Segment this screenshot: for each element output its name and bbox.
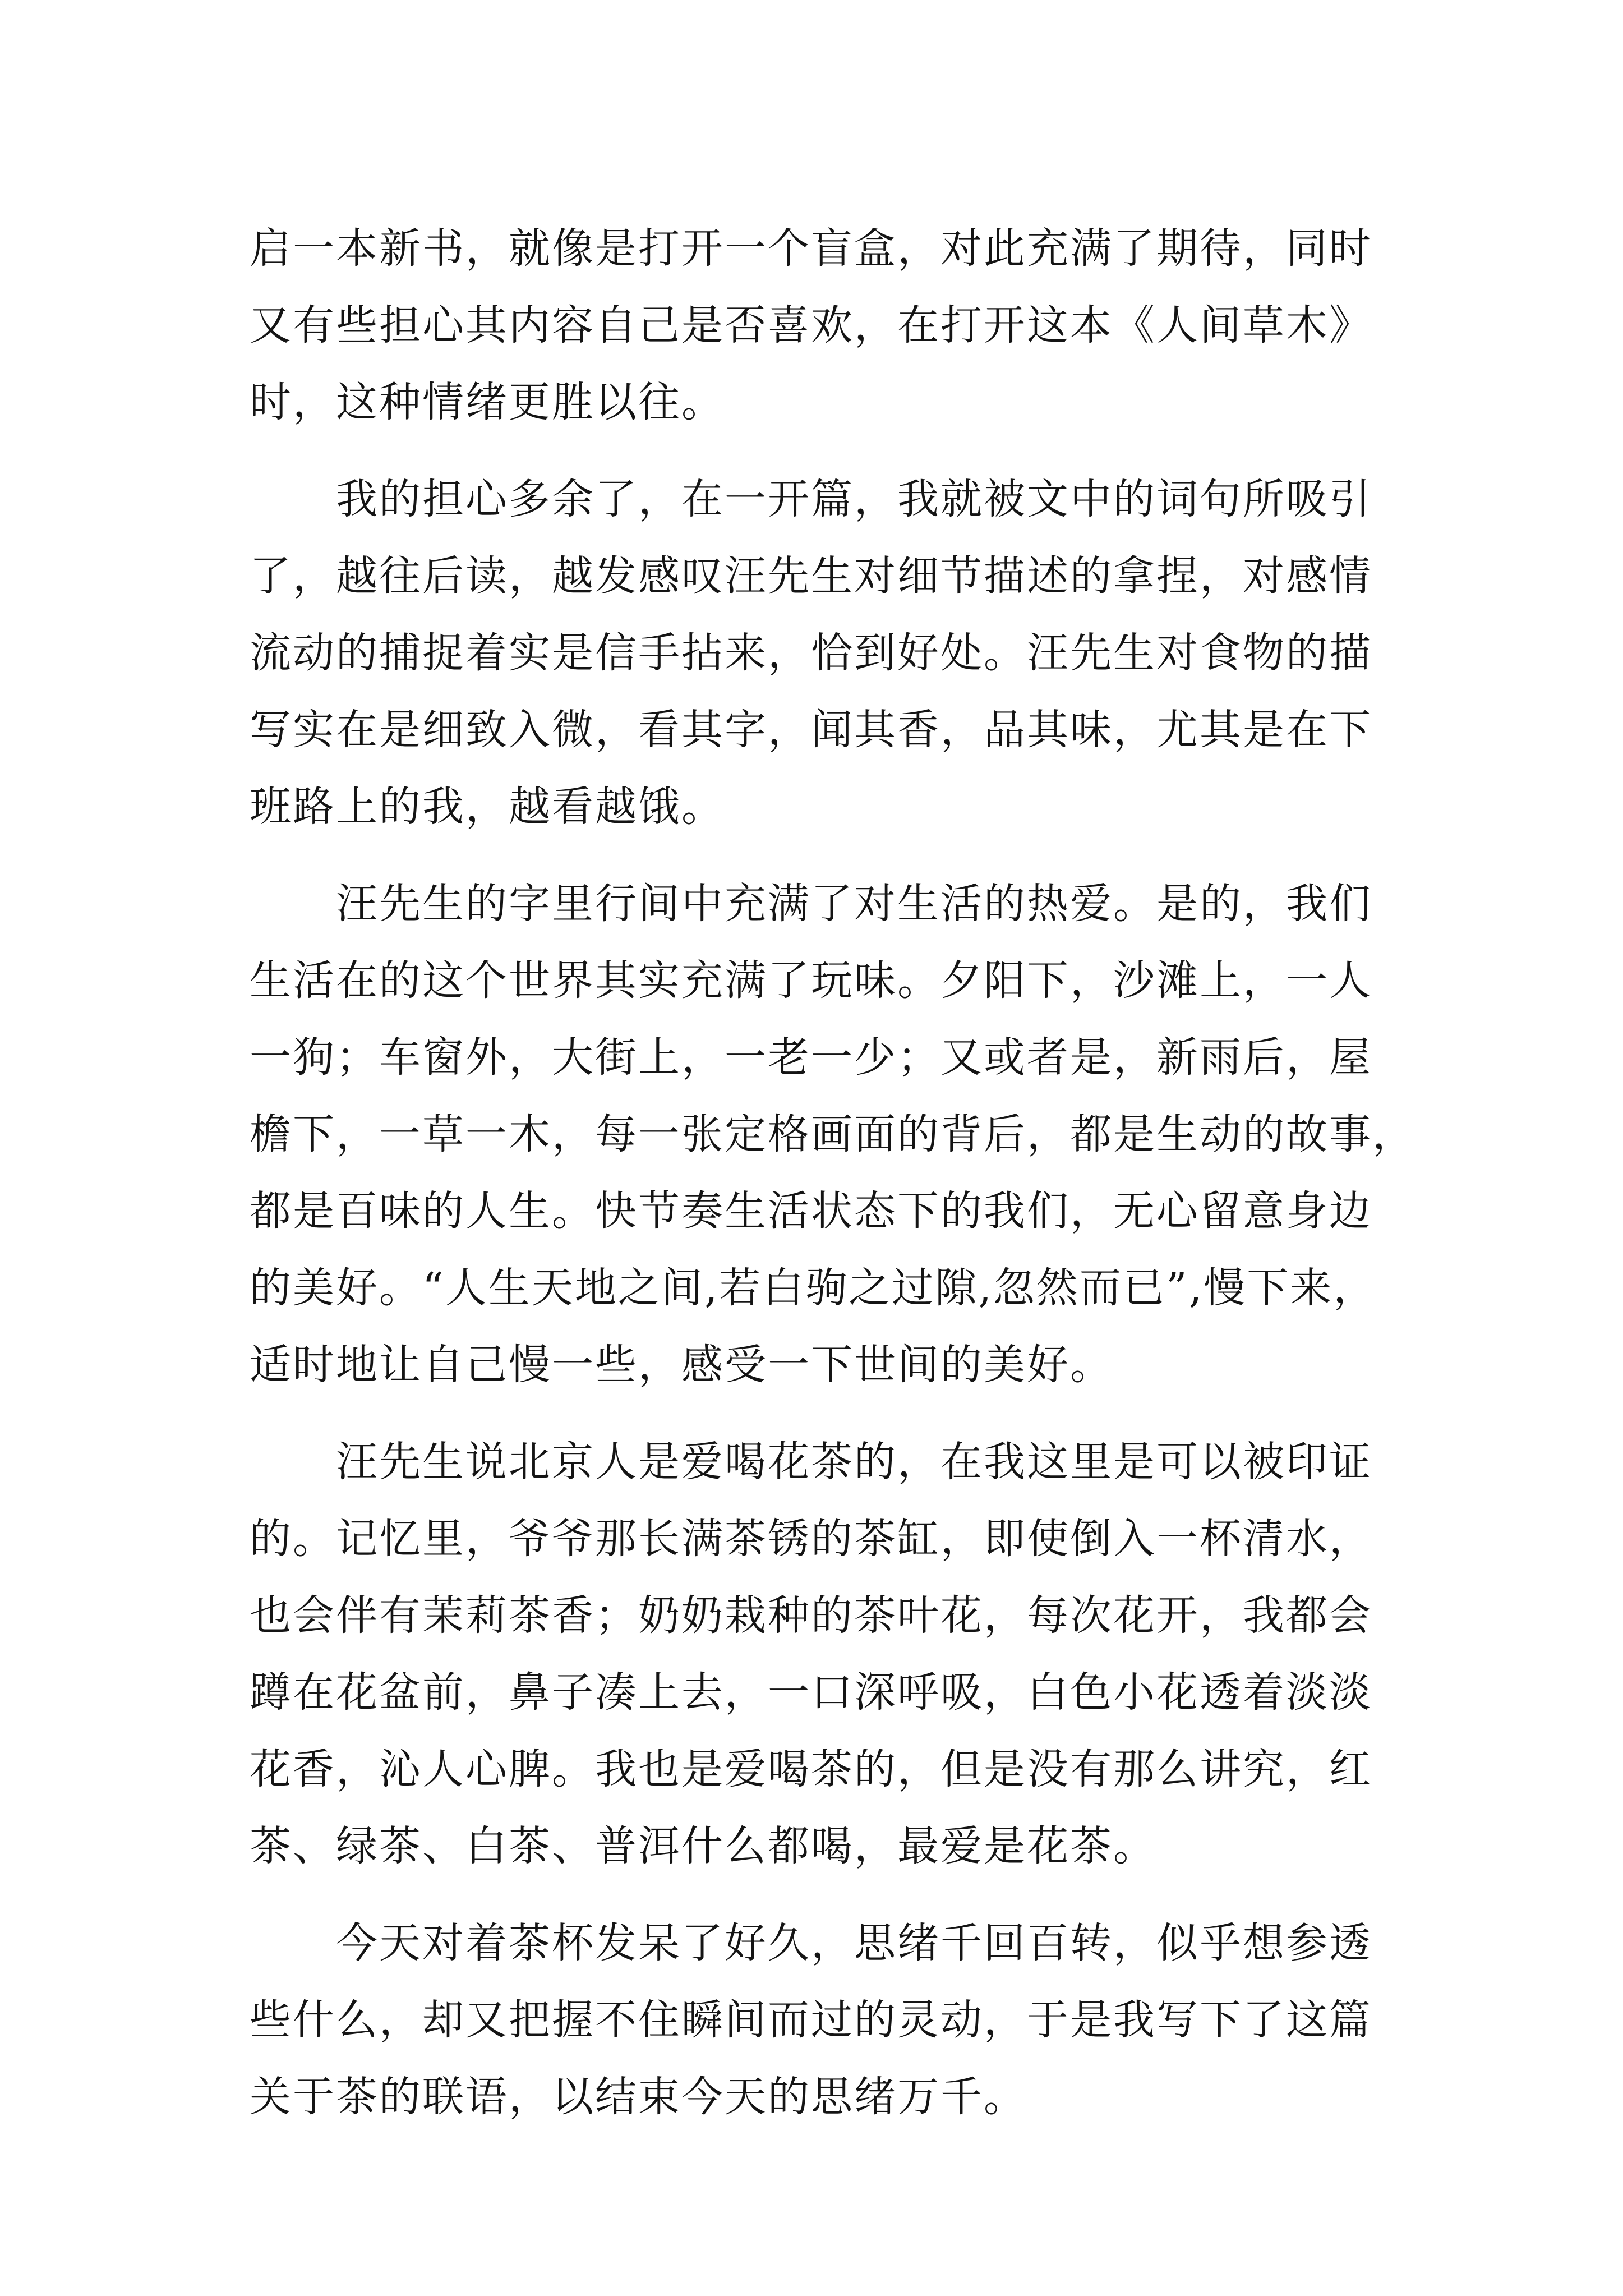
text-line: 茶、绿茶、白茶、普洱什么都喝，最爱是花茶。 <box>250 1822 1156 1870</box>
paragraph-3 <box>250 866 1415 1404</box>
text-line: 启一本新书，就像是打开一个盲盒，对此充满了期待，同时 <box>250 224 1372 273</box>
paragraph-4 <box>250 1424 1394 1885</box>
text-line: 生活在的这个世界其实充满了玩味。夕阳下，沙滩上，一人 <box>250 956 1372 1005</box>
text-line: 也会伴有茉莉茶香；奶奶栽种的茶叶花，每次花开，我都会 <box>250 1591 1372 1640</box>
text-line: 流动的捕捉着实是信手拈来，恰到好处。汪先生对食物的描 <box>250 629 1372 677</box>
text-line: 一狗；车窗外，大街上，一老一少；又或者是，新雨后，屋 <box>250 1033 1372 1082</box>
text-line: 写实在是细致入微，看其字，闻其香，品其味，尤其是在下 <box>250 706 1372 754</box>
paragraph-5 <box>250 1905 1394 2136</box>
text-line: 班路上的我，越看越饿。 <box>250 783 725 831</box>
paragraph-2 <box>250 461 1394 845</box>
text-line: 又有些担心其内容自己是否喜欢，在打开这本《人间草木》 <box>250 301 1372 349</box>
text-line: 的美好。“人生天地之间,若白驹之过隙,忽然而已”,慢下来， <box>250 1264 1377 1312</box>
text-line: 适时地让自己慢一些，感受一下世间的美好。 <box>250 1341 1113 1389</box>
text-line: 花香，沁人心脾。我也是爱喝茶的，但是没有那么讲究，红 <box>250 1745 1372 1793</box>
text-line: 关于茶的联语，以结束今天的思绪万千。 <box>250 2073 1027 2121</box>
text-line: 汪先生说北京人是爱喝花茶的，在我这里是可以被印证 <box>250 1438 1372 1486</box>
text-line: 都是百味的人生。快节奏生活状态下的我们，无心留意身边 <box>250 1187 1372 1235</box>
text-line: 了，越往后读，越发感叹汪先生对细节描述的拿捏，对感情 <box>250 552 1372 600</box>
text-line: 蹲在花盆前，鼻子凑上去，一口深呼吸，白色小花透着淡淡 <box>250 1668 1372 1717</box>
text-line: 些什么，却又把握不住瞬间而过的灵动，于是我写下了这篇 <box>250 1996 1372 2044</box>
paragraph-1 <box>250 210 1394 441</box>
text-line: 今天对着茶杯发呆了好久，思绪千回百转，似乎想参透 <box>250 1919 1372 1967</box>
text-line: 我的担心多余了，在一开篇，我就被文中的词句所吸引 <box>250 475 1372 523</box>
document-body <box>250 210 1415 2156</box>
text-line: 的。记忆里，爷爷那长满茶锈的茶缸，即使倒入一杯清水， <box>250 1515 1372 1563</box>
text-line: 檐下，一草一木，每一张定格画面的背后，都是生动的故事， <box>250 1110 1415 1158</box>
text-line: 时，这种情绪更胜以往。 <box>250 378 725 426</box>
text-line: 汪先生的字里行间中充满了对生活的热爱。是的，我们 <box>250 880 1372 928</box>
